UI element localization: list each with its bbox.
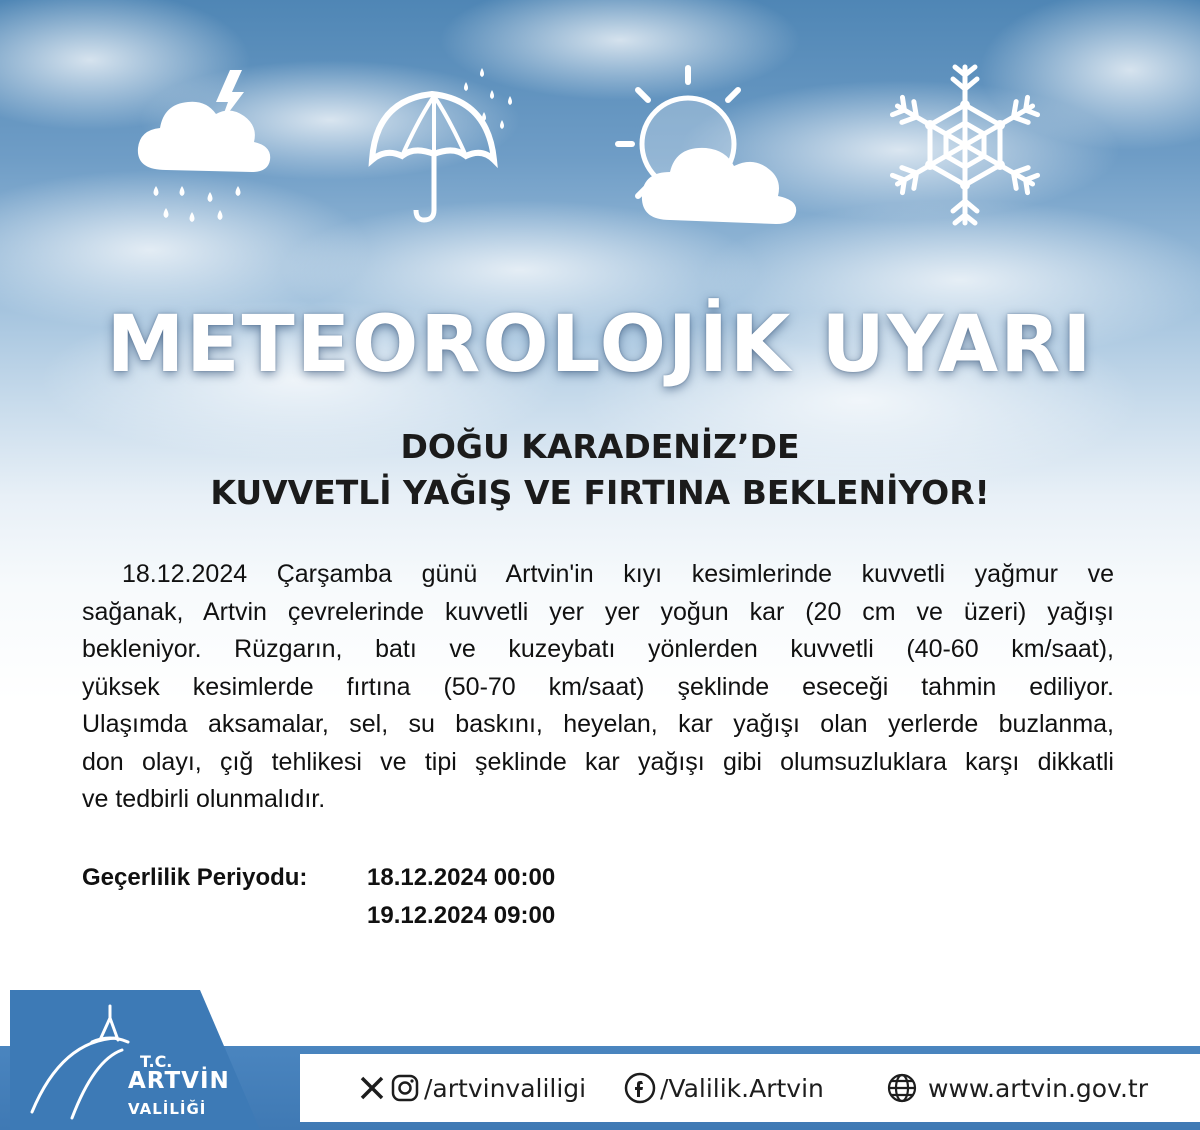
subtitle-line-1: DOĞU KARADENİZ’DE [400, 427, 800, 466]
validity-start: 18.12.2024 00:00 [367, 864, 556, 891]
sun-cloud-icon [610, 60, 810, 240]
subtitle-line-2: KUVVETLİ YAĞIŞ VE FIRTINA BEKLENİYOR! [210, 473, 990, 512]
validity-label: Geçerlilik Periyodu: [82, 864, 308, 891]
facebook-handle: /Valilik.Artvin [660, 1073, 824, 1103]
body-line: yüksek kesimlerde fırtına (50-70 km/saat) şeklinde eseceği tahmin ediliyor. [82, 672, 1114, 701]
website-url: www.artvin.gov.tr [928, 1073, 1148, 1103]
logo-valiligi-text: VALİLİĞİ [128, 1100, 207, 1118]
umbrella-rain-icon [362, 60, 532, 240]
logo-artvin-text: ARTVİN [128, 1068, 230, 1094]
globe-icon [886, 1072, 918, 1104]
body-line: bekleniyor. Rüzgarın, batı ve kuzeybatı yönlerden kuvvetli (40-60 km/saat), [82, 635, 1114, 663]
storm-cloud-rain-icon [126, 60, 286, 240]
weather-icons [0, 60, 1200, 240]
x-logo-icon [358, 1074, 386, 1102]
website-link[interactable] [886, 1070, 1148, 1106]
snowflake-icon [880, 60, 1050, 230]
body-line: don olayı, çığ tehlikesi ve tipi şeklinde kar yağışı gibi olumsuzluklara karşı dikkatli [82, 747, 1114, 776]
warning-body-text [82, 556, 1114, 819]
facebook-icon [624, 1072, 656, 1104]
social-facebook[interactable] [624, 1070, 824, 1106]
instagram-icon [390, 1073, 420, 1103]
body-line: Ulaşımda aksamalar, sel, su baskını, heyelan, kar yağışı olan yerlerde buzlanma, [82, 710, 1114, 738]
body-line: ve tedbirli olunmalıdır. [82, 785, 326, 813]
validity-end: 19.12.2024 09:00 [367, 902, 556, 929]
social-x-instagram[interactable] [358, 1070, 586, 1106]
body-line: sağanak, Artvin çevrelerinde kuvvetli yer yer yoğun kar (20 cm ve üzeri) yağışı [82, 597, 1114, 626]
body-line: 18.12.2024 Çarşamba günü Artvin'in kıyı kesimlerinde kuvvetli yağmur ve [122, 560, 1114, 588]
logo-tc-text: T.C. [140, 1052, 173, 1071]
social-handle: /artvinvaliligi [424, 1073, 587, 1103]
subtitle [0, 424, 1200, 516]
page-title: METEOROLOJİK UYARI [106, 300, 1094, 390]
